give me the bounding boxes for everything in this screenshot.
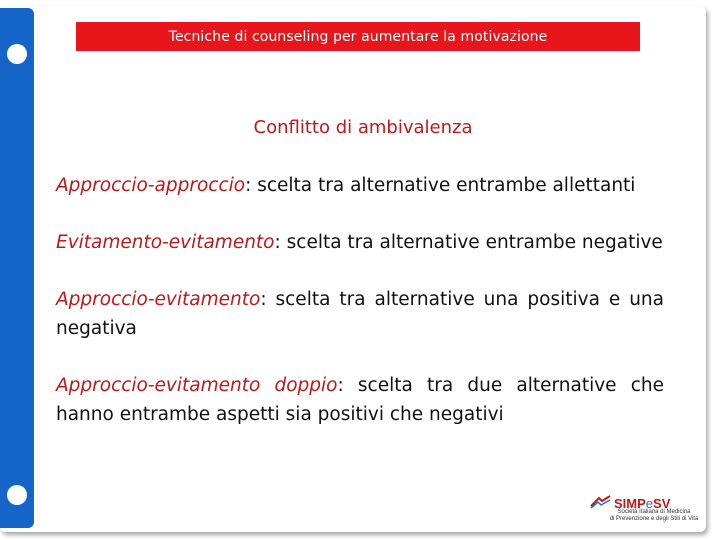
logo-name-simp: SIMP (614, 496, 646, 511)
slide-heading: Conflitto di ambivalenza (253, 117, 473, 138)
paragraph-term: Approccio-approccio (56, 175, 246, 196)
simpesv-logo (590, 492, 710, 528)
paragraph-term: Evitamento-evitamento (56, 232, 275, 253)
header-title: Tecniche di counseling per aumentare la motivazione (168, 28, 548, 45)
bottom-dot-icon (7, 485, 27, 505)
paragraph-approach-avoidance (56, 285, 664, 343)
paragraph-text: : scelta tra alternative una positiva e una negativa (56, 289, 664, 339)
logo-subtitle-line1: Società Italiana di Medicina (617, 509, 691, 515)
paragraph-avoidance-avoidance (56, 228, 664, 257)
logo-subtitle (598, 509, 710, 523)
paragraph-term: Approccio-evitamento (56, 289, 261, 310)
paragraph-text: : scelta tra due alternative che hanno entrambe aspetti sia positivi che negativi (56, 375, 664, 425)
top-dot-icon (7, 44, 27, 64)
paragraph-approach-approach (56, 171, 664, 200)
content-body (56, 171, 664, 457)
paragraph-text: : scelta tra alternative entrambe negative (274, 232, 663, 253)
paragraph-text: : scelta tra alternative entrambe allettanti (245, 175, 636, 196)
logo-subtitle-line2: di Prevenzione e degli Stili di Vita (609, 516, 699, 522)
header-bar (76, 22, 640, 51)
logo-name-e: e (645, 496, 654, 511)
logo-name-sv: SV (653, 496, 671, 511)
paragraph-double-approach-avoidance (56, 371, 664, 429)
side-bar (0, 8, 34, 528)
logo-arrows-icon (590, 495, 612, 509)
paragraph-term: Approccio-evitamento doppio (56, 375, 338, 396)
